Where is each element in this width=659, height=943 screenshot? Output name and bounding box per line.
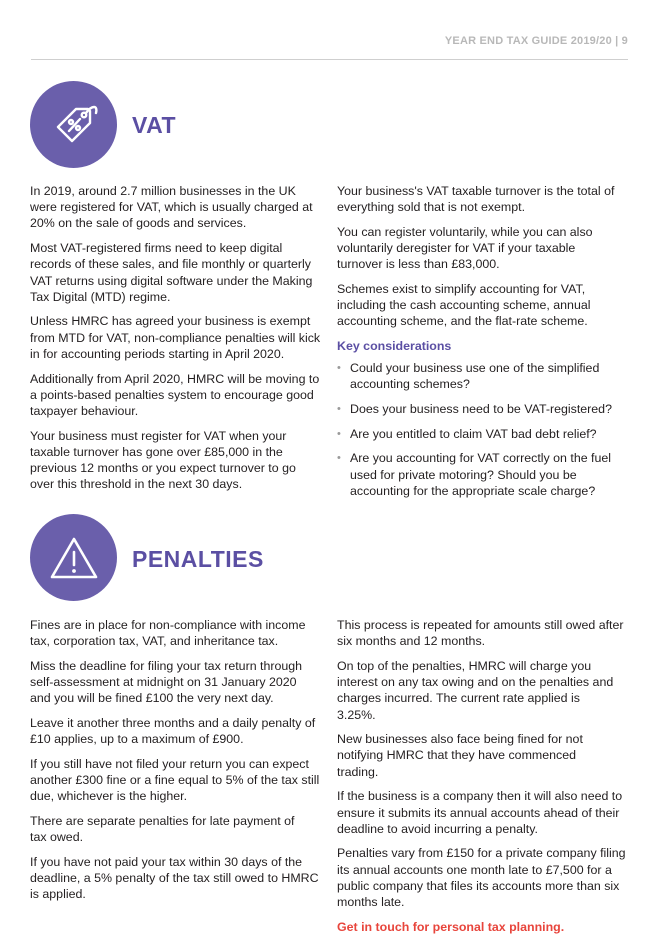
list-item-text: Are you accounting for VAT correctly on the fuel used for private motoring? Should you be accounting for the appropriate scale charge? [350,451,612,498]
running-header: YEAR END TAX GUIDE 2019/20 | 9 [444,35,628,47]
key-considerations-list [337,360,629,499]
penalties-paragraph: On top of the penalties, HMRC will charge you interest on any tax owing and on the penalties and charges incurred. The current rate applied is 3.25%. [337,658,614,722]
bullet-icon: • [337,403,341,416]
list-item [337,360,629,392]
list-item-text: Are you entitled to claim VAT bad debt relief? [350,426,597,441]
vat-paragraph: Unless HMRC has agreed your business is exempt from MTD for VAT, non-compliance penalties will kick in for accounting periods starting in April 2020. [30,314,321,361]
list-item [337,426,629,442]
penalties-paragraph: Leave it another three months and a daily penalty of £10 applies, up to a maximum of £900. [30,716,316,747]
penalties-section-icon [30,514,117,601]
vat-title: VAT [132,112,177,138]
list-item [337,450,629,499]
penalties-paragraph: If you have not paid your tax within 30 days of the deadline, a 5% penalty of the tax still owed to HMRC is applied. [30,854,319,902]
vat-paragraph: Schemes exist to simplify accounting for VAT, including the cash accounting scheme, annual accounting scheme, and the flat-rate scheme. [337,282,591,329]
penalties-paragraph: There are separate penalties for late payment of tax owed. [30,814,295,845]
vat-left-column [30,183,322,501]
price-tag-percent-icon [44,95,104,155]
penalties-title: PENALTIES [132,546,264,572]
penalties-right-column [337,617,629,943]
penalties-paragraph: If the business is a company then it will also need to ensure it submits its annual accounts ahead of their deadline to avoid incurring a penalty. [337,789,623,836]
vat-paragraph: Your business must register for VAT when your taxable turnover has gone over £85,000 in the previous 12 months or you expect turnover to go over this threshold in the next 30 days. [30,428,296,492]
penalties-paragraph: Fines are in place for non-compliance with income tax, corporation tax, VAT, and inheritance tax. [30,618,306,649]
penalties-paragraph: If you still have not filed your return you can expect another £300 fine or a fine equal to 5% of the tax still due, whichever is the higher. [30,756,320,804]
vat-paragraph: You can register voluntarily, while you can also voluntarily deregister for VAT if your taxable turnover is less than £83,000. [337,224,593,272]
vat-right-column [337,183,629,508]
penalties-paragraph: New businesses also face being fined for not notifying HMRC that they have commenced trading. [337,732,583,779]
penalties-paragraph: Penalties vary from £150 for a private company filing its annual accounts one month late to £7,500 for a public company that files its accounts more than six months late. [337,846,626,910]
penalties-paragraph: Miss the deadline for filing your tax return through self-assessment at midnight on 31 January 2020 and you will be fined £100 the very next day. [30,658,303,706]
warning-triangle-icon [44,528,104,588]
bullet-icon: • [337,427,341,440]
list-item-text: Does your business need to be VAT-registered? [350,402,612,417]
bullet-icon: • [337,452,341,465]
list-item-text: Could your business use one of the simplified accounting schemes? [350,361,600,392]
vat-paragraph: Additionally from April 2020, HMRC will be moving to a points-based penalties system to encourage good taxpayer behaviour. [30,371,320,418]
key-considerations-heading: Key considerations [337,339,452,354]
vat-paragraph: In 2019, around 2.7 million businesses in the UK were registered for VAT, which is usually charged at 20% on the sale of goods and services. [30,184,313,231]
list-item [337,401,629,417]
vat-paragraph: Your business's VAT taxable turnover is the total of everything sold that is not exempt. [337,184,615,215]
header-divider [31,59,628,60]
vat-paragraph: Most VAT-registered firms need to keep digital records of these sales, and file monthly or quarterly VAT returns using digital software under the Making Tax Digital (MTD) regime. [30,241,313,304]
vat-section-icon [30,81,117,168]
call-to-action: Get in touch for personal tax planning. [337,919,565,934]
penalties-paragraph: This process is repeated for amounts still owed after six months and 12 months. [337,618,624,649]
bullet-icon: • [337,362,341,375]
penalties-left-column [30,617,322,911]
